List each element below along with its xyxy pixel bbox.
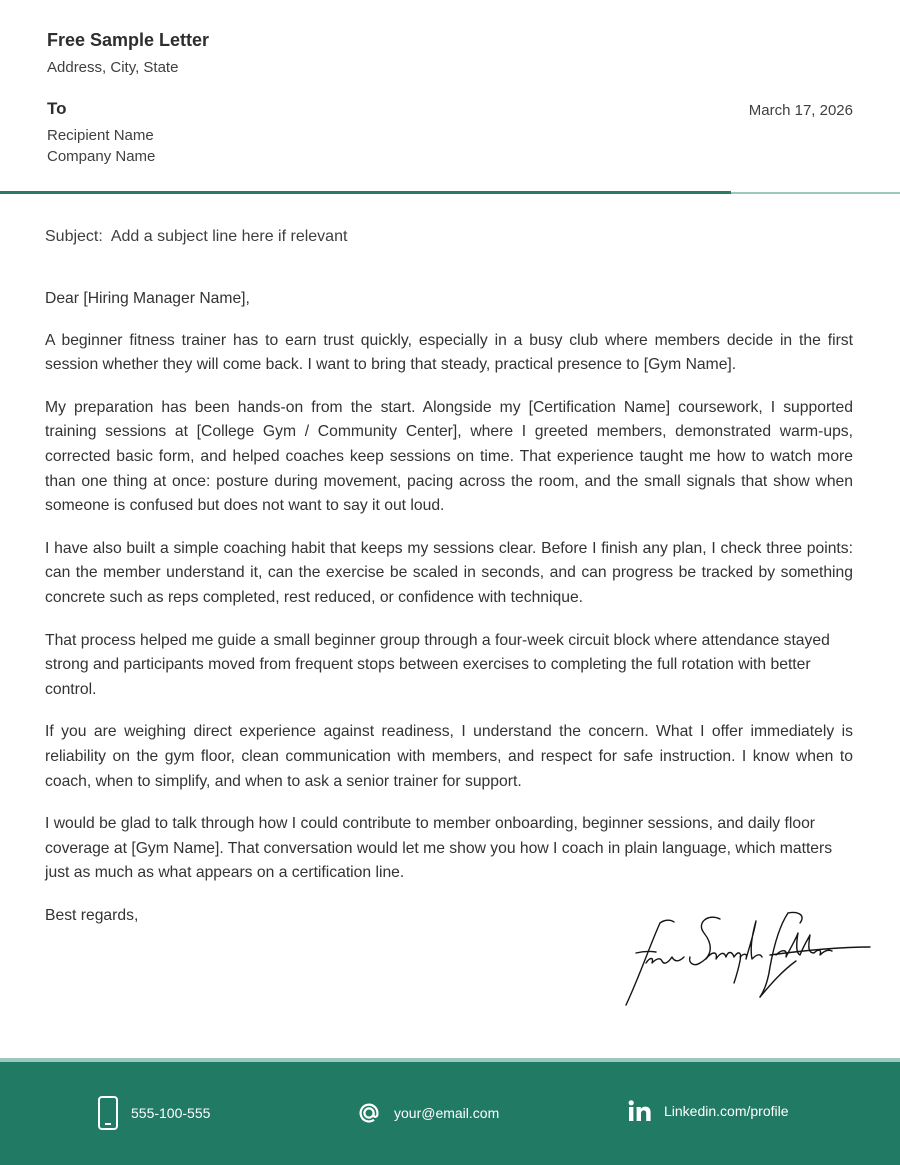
at-sign-icon (356, 1100, 382, 1126)
phone-contact[interactable] (97, 1095, 210, 1131)
handwritten-signature (620, 905, 875, 1015)
smartphone-icon (97, 1095, 119, 1131)
closing: Best regards, (45, 906, 139, 924)
email-address: your@email.com (394, 1105, 500, 1121)
linkedin-profile: Linkedin.com/profile (664, 1103, 789, 1119)
to-label: To (47, 99, 67, 118)
body-paragraph: That process helped me guide a small beginner group through a four-week circuit block where attendance stayed strong and participants moved from frequent stops between exercises to completing the full rotation with better control. (45, 631, 830, 698)
body-paragraph: My preparation has been hands-on from the start. Alongside my [Certification Name] coursework, I supported training sessions at [College Gym / Community Center], where I greeted members, demonstrated warm-ups, corrected basic form, and helped coaches keep sessions on time. That experience taught me how to watch more than one thing at once: posture during movement, pacing across the room, and the small signals that show when someone is confused but does not want to say it out loud. (45, 398, 853, 515)
linkedin-contact[interactable] (628, 1100, 789, 1122)
sender-name: Free Sample Letter (47, 30, 210, 50)
phone-number: 555-100-555 (131, 1105, 211, 1121)
body-paragraph: If you are weighing direct experience against readiness, I understand the concern. What I offer immediately is reliability on the gym floor, clean communication with members, and respect for safe instruction. I know when to coach, when to simplify, and when to ask a senior trainer for support. (45, 723, 853, 790)
letter-date: March 17, 2026 (748, 102, 853, 119)
contact-footer (0, 1062, 900, 1165)
subject-line: Subject: Add a subject line here if relevant (45, 228, 348, 245)
sender-address: Address, City, State (47, 59, 179, 76)
recipient-block (47, 99, 155, 165)
recipient-name: Recipient Name (47, 127, 154, 144)
salutation: Dear [Hiring Manager Name], (45, 290, 250, 307)
email-contact[interactable] (356, 1100, 499, 1126)
body-paragraph: I have also built a simple coaching habit that keeps my sessions clear. Before I finish any plan, I check three points: can the member understand it, can the exercise be scaled in seconds, and can progress be tracked by something concrete such as reps completed, rest reduced, or confidence with technique. (45, 539, 853, 606)
body-paragraph: I would be glad to talk through how I could contribute to member onboarding, beginner sessions, and daily floor coverage at [Gym Name]. That conversation would let me show you how I coach in plain language, which matters just as much as what appears on a certification line. (45, 815, 833, 882)
letter-body (45, 287, 853, 928)
letter-header (47, 30, 209, 76)
header-divider (0, 191, 731, 194)
recipient-company: Company Name (47, 148, 156, 165)
linkedin-icon (628, 1100, 652, 1122)
body-paragraph: A beginner fitness trainer has to earn trust quickly, especially in a busy club where members decide in the first session whether they will come back. I want to bring that steady, practical presence to [Gym Name]. (45, 331, 853, 374)
header-divider-tail (731, 192, 900, 194)
